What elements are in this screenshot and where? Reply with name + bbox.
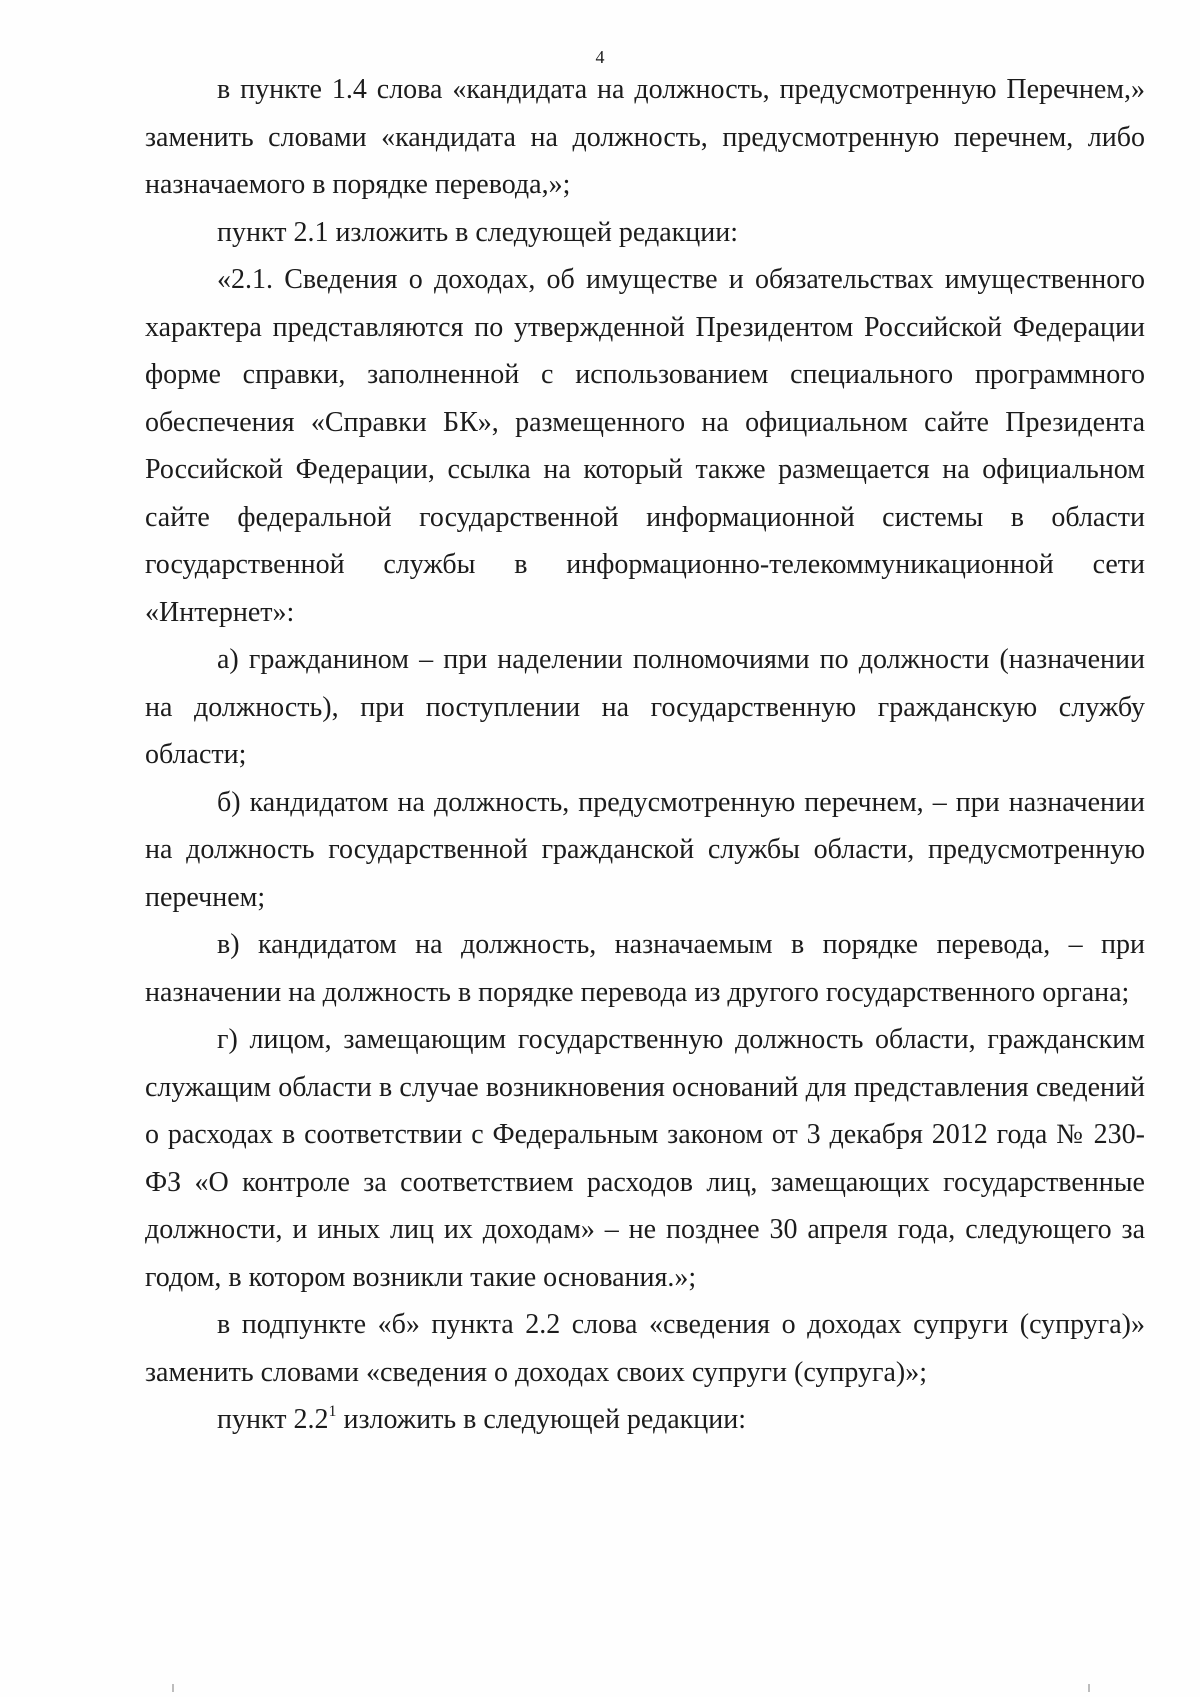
item-intro-text: изложить в следующей редакции: [336, 1404, 746, 1435]
list-item-v: в) кандидатом на должность, назначаемым в порядке перевода, – при назначении на должность в порядке перевода из другого государственного органа; [145, 929, 1145, 1008]
item-superscript: 1 [328, 1403, 337, 1420]
list-item-a: а) гражданином – при наделении полномочиями по должности (назначении на должность), при поступлении на государственную гражданскую службу области; [145, 644, 1145, 770]
paragraph-amend-2-2: в подпункте «б» пункта 2.2 слова «сведения о доходах супруги (супруга)» заменить словами «сведения о доходах своих супруги (супруга)»; [145, 1309, 1145, 1388]
item-number-text: пункт 2.2 [217, 1404, 329, 1435]
list-item-b: б) кандидатом на должность, предусмотренную перечнем, – при назначении на должность государственной гражданской службы области, предусмотренную перечнем; [145, 786, 1145, 913]
document-body [145, 66, 1145, 1444]
paragraph-amend-1-4: в пункте 1.4 слова «кандидата на должность, предусмотренную Перечнем,» заменить словами «кандидата на должность, предусмотренную перечнем, либо назначаемого в порядке перевода,»; [145, 74, 1145, 200]
paragraph-item-2-2-1-intro [145, 1396, 1145, 1444]
scan-artifact-mark [1088, 1684, 1090, 1692]
paragraph-item-2-1-intro: пункт 2.1 изложить в следующей редакции: [217, 216, 738, 248]
scan-artifact-mark [172, 1684, 174, 1692]
page-number: 4 [595, 47, 605, 67]
list-item-g: г) лицом, замещающим государственную должность области, гражданским служащим области в случае возникновения оснований для представления сведений о расходах в соответствии с Федеральным законом от 3 декабря 2012 года № 230-ФЗ «О контроле за соответствием расходов лиц, замещающих государственные должности, и иных лиц их доходам» – не позднее 30 апреля года, следующего за годом, в котором возникли такие основания.»; [145, 1024, 1145, 1293]
paragraph-item-2-1-text: «2.1. Сведения о доходах, об имуществе и обязательствах имущественного характера представляются по утвержденной Президентом Российской Федерации форме справки, заполненной с использованием специального программного обеспечения «Справки БК», размещенного на официальном сайте Президента Российской Федерации, ссылка на который также размещается на официальном сайте федеральной государственной информационной системы в области государственной службы в информационно-телекоммуникационной сети «Интернет»: [145, 264, 1145, 628]
